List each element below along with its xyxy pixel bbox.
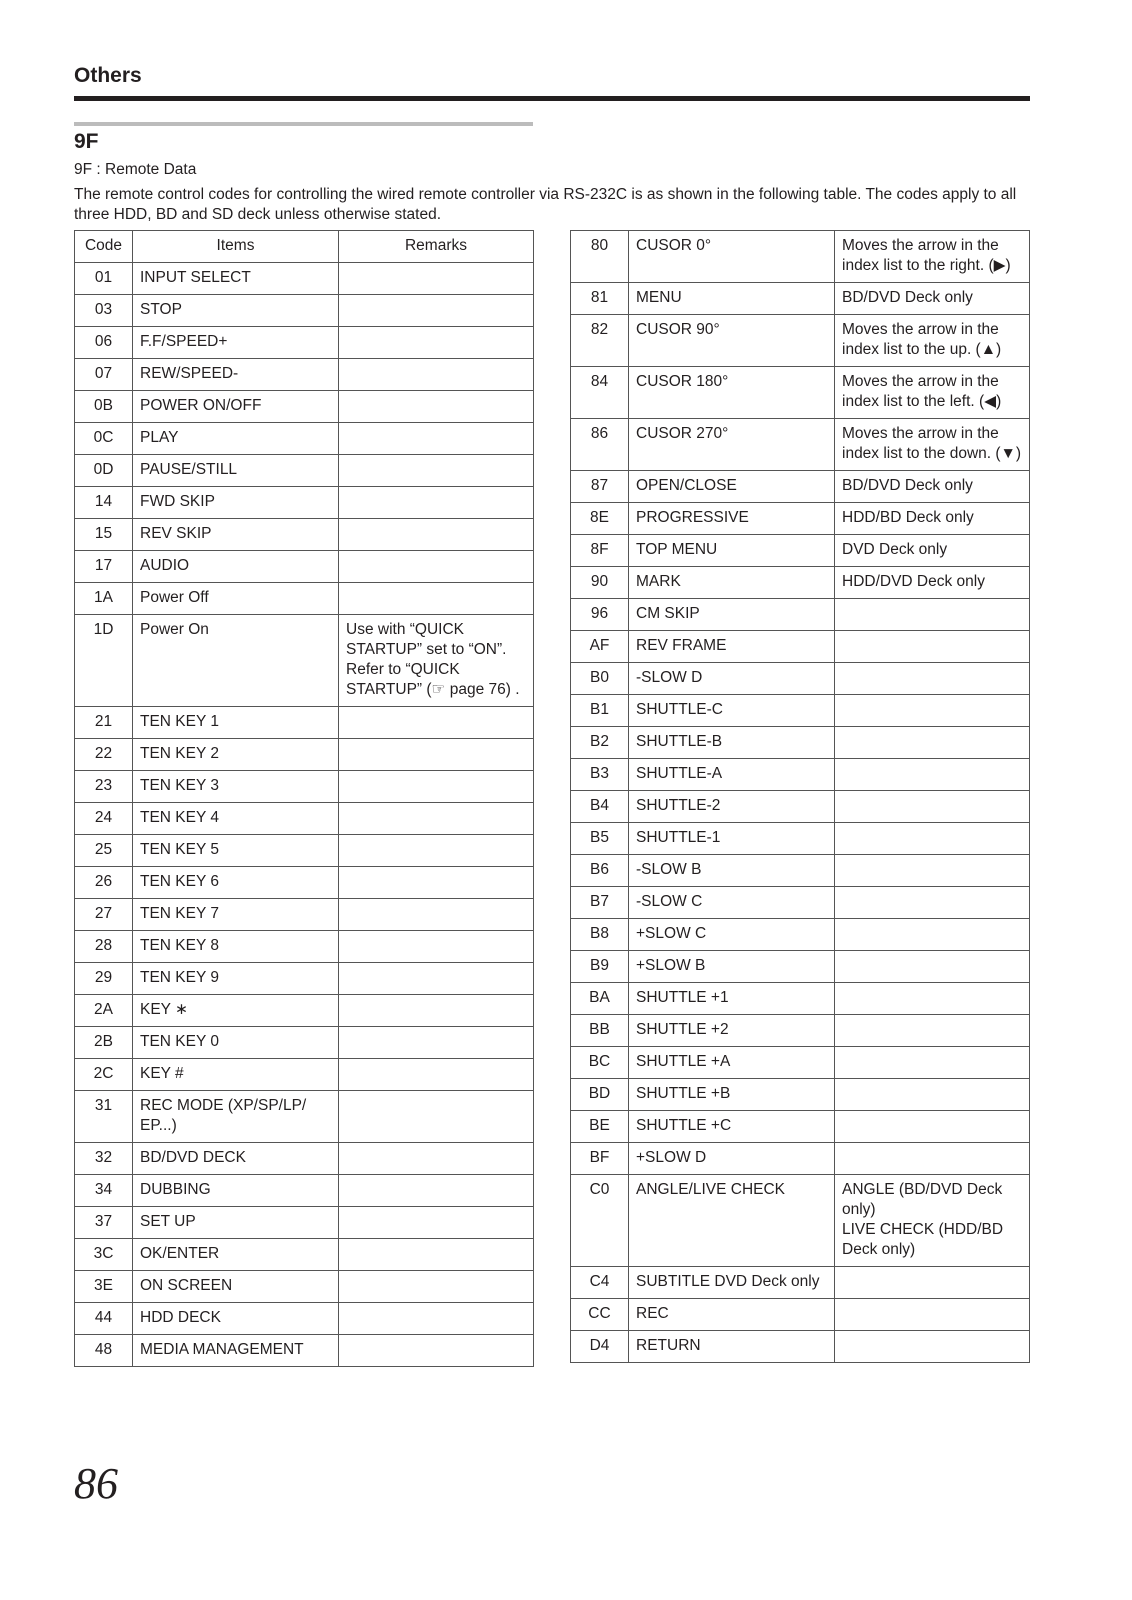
cell-item: TEN KEY 6 (133, 867, 339, 899)
table-row (75, 1143, 534, 1175)
cell-item: PROGRESSIVE (629, 503, 835, 535)
cell-remarks: Moves the arrow in the index list to the left. (◀) (835, 367, 1030, 419)
cell-item: SUBTITLE DVD Deck only (629, 1267, 835, 1299)
table-row (75, 263, 534, 295)
cell-remarks (339, 423, 534, 455)
cell-code: C4 (571, 1267, 629, 1299)
cell-code: 2C (75, 1059, 133, 1091)
cell-remarks (339, 1303, 534, 1335)
cell-remarks (339, 835, 534, 867)
cell-code: 44 (75, 1303, 133, 1335)
table-row (75, 867, 534, 899)
cell-code: 37 (75, 1207, 133, 1239)
cell-code: 80 (571, 231, 629, 283)
cell-remarks: Moves the arrow in the index list to the right. (▶) (835, 231, 1030, 283)
table-row (75, 1207, 534, 1239)
cell-code: 8F (571, 535, 629, 567)
cell-code: 34 (75, 1175, 133, 1207)
cell-remarks (835, 951, 1030, 983)
cell-code: 90 (571, 567, 629, 599)
page-number: 86 (74, 1459, 118, 1508)
table-row (75, 615, 534, 707)
cell-item: CM SKIP (629, 599, 835, 631)
cell-item: -SLOW B (629, 855, 835, 887)
table-row (571, 727, 1030, 759)
cell-code: 86 (571, 419, 629, 471)
cell-remarks (339, 803, 534, 835)
section-rule (74, 122, 533, 126)
cell-item: OPEN/CLOSE (629, 471, 835, 503)
table-row (571, 503, 1030, 535)
cell-code: 14 (75, 487, 133, 519)
cell-code: BC (571, 1047, 629, 1079)
table-row (571, 631, 1030, 663)
table-row (571, 951, 1030, 983)
cell-item: ON SCREEN (133, 1271, 339, 1303)
cell-remarks (339, 899, 534, 931)
cell-code: 06 (75, 327, 133, 359)
cell-code: B8 (571, 919, 629, 951)
cell-item: PLAY (133, 423, 339, 455)
table-row (571, 983, 1030, 1015)
cell-remarks (339, 1335, 534, 1367)
cell-item: FWD SKIP (133, 487, 339, 519)
cell-item: SHUTTLE +B (629, 1079, 835, 1111)
cell-remarks (835, 791, 1030, 823)
cell-code: 1A (75, 583, 133, 615)
table-row (571, 1143, 1030, 1175)
cell-remarks: Moves the arrow in the index list to the down. (▼) (835, 419, 1030, 471)
cell-item: INPUT SELECT (133, 263, 339, 295)
cell-code: B1 (571, 695, 629, 727)
cell-item: OK/ENTER (133, 1239, 339, 1271)
cell-code: 82 (571, 315, 629, 367)
cell-code: 28 (75, 931, 133, 963)
cell-code: BE (571, 1111, 629, 1143)
cell-remarks: Use with “QUICK STARTUP” set to “ON”. Refer to “QUICK STARTUP” (☞ page 76) . (339, 615, 534, 707)
section-subtitle: 9F : Remote Data (74, 161, 197, 178)
table-row (571, 919, 1030, 951)
cell-remarks (339, 867, 534, 899)
cell-code: 96 (571, 599, 629, 631)
cell-code: D4 (571, 1331, 629, 1363)
cell-item: TEN KEY 3 (133, 771, 339, 803)
cell-remarks (339, 1207, 534, 1239)
cell-code: 24 (75, 803, 133, 835)
cell-remarks: DVD Deck only (835, 535, 1030, 567)
cell-code: 07 (75, 359, 133, 391)
table-row (571, 567, 1030, 599)
cell-code: 48 (75, 1335, 133, 1367)
table-row (571, 471, 1030, 503)
cell-code: BF (571, 1143, 629, 1175)
cell-item: MARK (629, 567, 835, 599)
cell-remarks (835, 919, 1030, 951)
table-row (75, 519, 534, 551)
table-row (571, 1079, 1030, 1111)
cell-code: 0B (75, 391, 133, 423)
cell-code: 22 (75, 739, 133, 771)
table-row (75, 803, 534, 835)
cell-code: B0 (571, 663, 629, 695)
table-row (571, 1267, 1030, 1299)
table-row (571, 419, 1030, 471)
cell-remarks (835, 631, 1030, 663)
table-row (75, 359, 534, 391)
cell-code: 27 (75, 899, 133, 931)
cell-code: 3E (75, 1271, 133, 1303)
cell-remarks (339, 551, 534, 583)
table-row (75, 771, 534, 803)
cell-remarks (835, 1079, 1030, 1111)
cell-item: CUSOR 180° (629, 367, 835, 419)
cell-item: AUDIO (133, 551, 339, 583)
cell-item: SHUTTLE +1 (629, 983, 835, 1015)
table-row (571, 535, 1030, 567)
cell-item: SHUTTLE-B (629, 727, 835, 759)
table-row (571, 759, 1030, 791)
cell-item: ANGLE/LIVE CHECK (629, 1175, 835, 1267)
cell-remarks (835, 1143, 1030, 1175)
cell-remarks (339, 1175, 534, 1207)
cell-code: B2 (571, 727, 629, 759)
cell-code: BB (571, 1015, 629, 1047)
table-row (571, 283, 1030, 315)
cell-remarks (339, 263, 534, 295)
cell-remarks: BD/DVD Deck only (835, 283, 1030, 315)
cell-remarks (835, 983, 1030, 1015)
cell-remarks (339, 1027, 534, 1059)
cell-code: B4 (571, 791, 629, 823)
cell-item: TEN KEY 8 (133, 931, 339, 963)
cell-remarks (835, 887, 1030, 919)
cell-remarks (339, 519, 534, 551)
cell-code: 31 (75, 1091, 133, 1143)
cell-code: 26 (75, 867, 133, 899)
cell-code: 1D (75, 615, 133, 707)
cell-code: 81 (571, 283, 629, 315)
table-row (571, 791, 1030, 823)
cell-item: KEY ∗ (133, 995, 339, 1027)
header-items: Items (133, 231, 339, 263)
table-row (571, 1111, 1030, 1143)
cell-code: 3C (75, 1239, 133, 1271)
cell-item: RETURN (629, 1331, 835, 1363)
cell-code: 21 (75, 707, 133, 739)
cell-item: TEN KEY 2 (133, 739, 339, 771)
table-row (75, 1175, 534, 1207)
cell-remarks (339, 1059, 534, 1091)
cell-remarks (835, 1015, 1030, 1047)
cell-remarks (835, 1299, 1030, 1331)
cell-code: AF (571, 631, 629, 663)
cell-item: REC (629, 1299, 835, 1331)
table-row (571, 315, 1030, 367)
table-row (75, 327, 534, 359)
cell-remarks (339, 391, 534, 423)
remote-codes-table-left (74, 230, 534, 1367)
cell-code: 2A (75, 995, 133, 1027)
table-row (75, 1335, 534, 1367)
cell-item: SHUTTLE +2 (629, 1015, 835, 1047)
cell-item: Power Off (133, 583, 339, 615)
cell-item: +SLOW D (629, 1143, 835, 1175)
cell-code: 0C (75, 423, 133, 455)
cell-remarks (835, 727, 1030, 759)
cell-item: TOP MENU (629, 535, 835, 567)
cell-item: CUSOR 270° (629, 419, 835, 471)
table-row (75, 1239, 534, 1271)
cell-code: 2B (75, 1027, 133, 1059)
cell-code: 32 (75, 1143, 133, 1175)
table-row (571, 367, 1030, 419)
cell-remarks (339, 963, 534, 995)
cell-remarks (339, 1091, 534, 1143)
cell-remarks (835, 855, 1030, 887)
header-code: Code (75, 231, 133, 263)
cell-item: KEY # (133, 1059, 339, 1091)
table-row (571, 855, 1030, 887)
cell-remarks: HDD/DVD Deck only (835, 567, 1030, 599)
table-row (571, 887, 1030, 919)
cell-remarks (339, 295, 534, 327)
table-row (571, 599, 1030, 631)
cell-remarks (339, 1239, 534, 1271)
cell-item: PAUSE/STILL (133, 455, 339, 487)
cell-item: REV FRAME (629, 631, 835, 663)
cell-item: +SLOW B (629, 951, 835, 983)
cell-remarks (835, 599, 1030, 631)
cell-item: MENU (629, 283, 835, 315)
cell-remarks (835, 823, 1030, 855)
table-row (75, 487, 534, 519)
cell-code: 8E (571, 503, 629, 535)
cell-item: REC MODE (XP/SP/LP/ EP...) (133, 1091, 339, 1143)
cell-item: TEN KEY 9 (133, 963, 339, 995)
cell-code: B3 (571, 759, 629, 791)
cell-remarks: BD/DVD Deck only (835, 471, 1030, 503)
cell-item: STOP (133, 295, 339, 327)
table-row (571, 695, 1030, 727)
cell-item: SHUTTLE-2 (629, 791, 835, 823)
cell-item: Power On (133, 615, 339, 707)
cell-item: SHUTTLE-1 (629, 823, 835, 855)
cell-item: BD/DVD DECK (133, 1143, 339, 1175)
remote-codes-table-right (570, 230, 1030, 1363)
table-row (571, 1299, 1030, 1331)
cell-code: 17 (75, 551, 133, 583)
table-row (75, 455, 534, 487)
cell-remarks (339, 1143, 534, 1175)
cell-remarks (339, 1271, 534, 1303)
cell-code: BD (571, 1079, 629, 1111)
cell-remarks (835, 1047, 1030, 1079)
header-rule (74, 96, 1030, 101)
cell-item: SHUTTLE-C (629, 695, 835, 727)
cell-remarks (835, 695, 1030, 727)
cell-item: F.F/SPEED+ (133, 327, 339, 359)
cell-item: CUSOR 0° (629, 231, 835, 283)
cell-remarks (339, 455, 534, 487)
cell-remarks (339, 359, 534, 391)
cell-remarks (835, 759, 1030, 791)
cell-code: 84 (571, 367, 629, 419)
cell-item: TEN KEY 5 (133, 835, 339, 867)
table-row (75, 931, 534, 963)
cell-remarks: HDD/BD Deck only (835, 503, 1030, 535)
section-title: 9F (74, 130, 99, 153)
table-row (75, 1027, 534, 1059)
cell-item: SHUTTLE +A (629, 1047, 835, 1079)
cell-remarks (339, 931, 534, 963)
table-row (75, 551, 534, 583)
cell-item: TEN KEY 7 (133, 899, 339, 931)
table-row (75, 835, 534, 867)
cell-remarks: ANGLE (BD/DVD Deck only) LIVE CHECK (HDD/BD Deck only) (835, 1175, 1030, 1267)
cell-item: TEN KEY 4 (133, 803, 339, 835)
table-row (571, 1175, 1030, 1267)
cell-remarks (339, 707, 534, 739)
cell-remarks (339, 995, 534, 1027)
cell-item: CUSOR 90° (629, 315, 835, 367)
table-row (571, 1331, 1030, 1363)
header-remarks: Remarks (339, 231, 534, 263)
table-header-row (75, 231, 534, 263)
cell-remarks (339, 327, 534, 359)
cell-code: BA (571, 983, 629, 1015)
cell-item: TEN KEY 1 (133, 707, 339, 739)
table-row (75, 1303, 534, 1335)
cell-remarks: Moves the arrow in the index list to the up. (▲) (835, 315, 1030, 367)
table-row (75, 899, 534, 931)
table-row (75, 1271, 534, 1303)
cell-code: CC (571, 1299, 629, 1331)
cell-item: -SLOW C (629, 887, 835, 919)
cell-item: MEDIA MANAGEMENT (133, 1335, 339, 1367)
table-row (75, 1091, 534, 1143)
table-row (75, 423, 534, 455)
cell-item: REW/SPEED- (133, 359, 339, 391)
table-row (571, 663, 1030, 695)
table-row (75, 391, 534, 423)
cell-item: TEN KEY 0 (133, 1027, 339, 1059)
table-row (75, 707, 534, 739)
cell-remarks (339, 739, 534, 771)
cell-item: +SLOW C (629, 919, 835, 951)
cell-item: REV SKIP (133, 519, 339, 551)
cell-code: 23 (75, 771, 133, 803)
table-row (75, 739, 534, 771)
cell-code: 87 (571, 471, 629, 503)
table-row (75, 963, 534, 995)
cell-item: POWER ON/OFF (133, 391, 339, 423)
cell-item: -SLOW D (629, 663, 835, 695)
table-row (571, 1047, 1030, 1079)
cell-code: 03 (75, 295, 133, 327)
cell-remarks (835, 1267, 1030, 1299)
cell-code: 0D (75, 455, 133, 487)
cell-code: B6 (571, 855, 629, 887)
table-row (571, 823, 1030, 855)
cell-item: SHUTTLE-A (629, 759, 835, 791)
cell-remarks (835, 663, 1030, 695)
cell-item: SHUTTLE +C (629, 1111, 835, 1143)
cell-code: C0 (571, 1175, 629, 1267)
cell-item: SET UP (133, 1207, 339, 1239)
table-row (75, 1059, 534, 1091)
section-description: The remote control codes for controlling the wired remote controller via RS-232C is as shown in the following table. The codes apply to all three HDD, BD and SD deck unless otherwise stated. (74, 186, 1017, 223)
cell-code: 15 (75, 519, 133, 551)
cell-remarks (339, 487, 534, 519)
table-row (75, 995, 534, 1027)
cell-item: HDD DECK (133, 1303, 339, 1335)
chapter-title: Others (74, 64, 142, 87)
cell-item: DUBBING (133, 1175, 339, 1207)
cell-code: B5 (571, 823, 629, 855)
cell-remarks (339, 771, 534, 803)
table-row (571, 231, 1030, 283)
table-row (75, 295, 534, 327)
cell-remarks (339, 583, 534, 615)
table-row (571, 1015, 1030, 1047)
cell-code: 01 (75, 263, 133, 295)
cell-code: 25 (75, 835, 133, 867)
cell-remarks (835, 1111, 1030, 1143)
cell-remarks (835, 1331, 1030, 1363)
cell-code: B9 (571, 951, 629, 983)
cell-code: 29 (75, 963, 133, 995)
table-row (75, 583, 534, 615)
cell-code: B7 (571, 887, 629, 919)
